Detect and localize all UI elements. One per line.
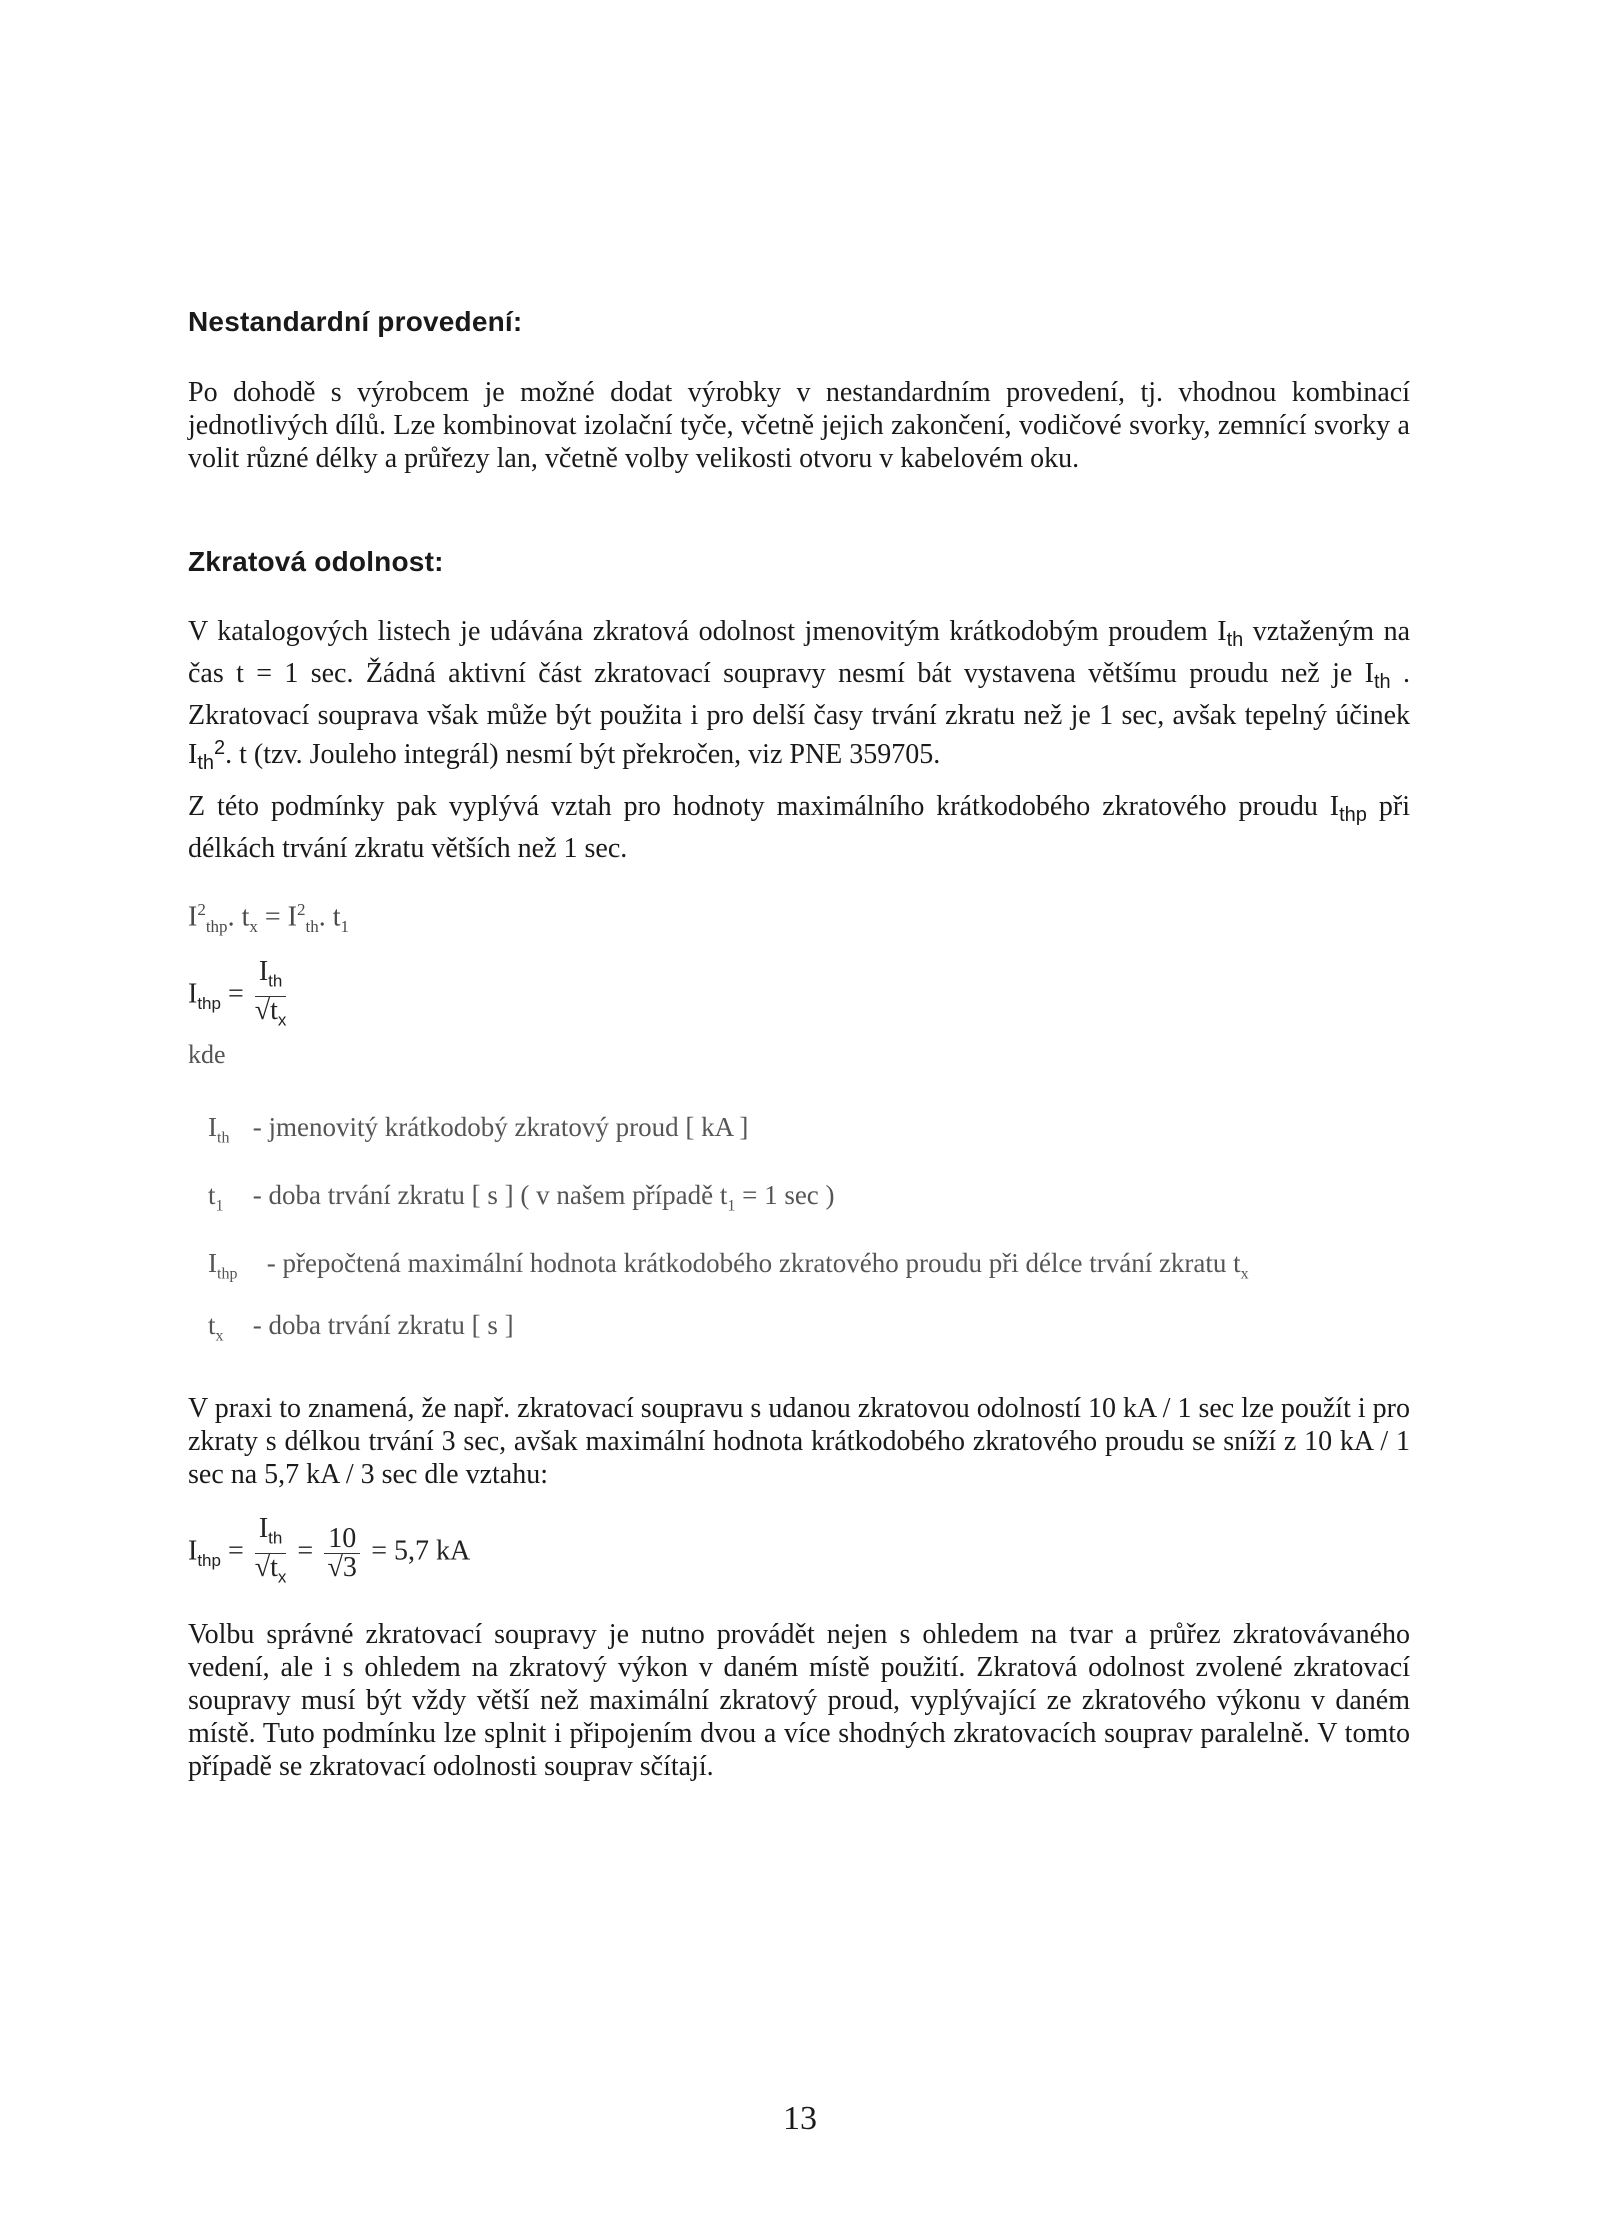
heading-short-circuit: Zkratová odolnost: [188,546,444,577]
paragraph-practice: V praxi to znamená, že např. zkratovací soupravu s udanou zkratovou odolností 10 kA / 1 sec lze použít i pro zkraty s délkou trvání 3 sec, avšak maximální hodnota krátkodobého zkratového proudu se sníží z 10 kA / 1 sec na 5,7 kA / 3 sec dle vztahu: [188,1393,1410,1490]
fraction-ith-over-sqrt-tx-example: $\frac{I_{th}}{√t_x}$ [254,1513,287,1587]
heading-nonstandard: Nestandardní provedení: [188,306,523,337]
formula-joule-equality: $I^2_{thp}$. $t_x = I^2_{th}$. $t_1$ [188,900,349,936]
label-kde: kde [188,1040,226,1069]
paragraph-nonstandard: Po dohodě s výrobcem je možné dodat výrobky v nestandardním provedení, tj. vhodnou kombinací jednotlivých dílů. Lze kombinovat izolační tyče, včetně jejich zakončení, vodičové svorky, zemnící svorky a volit různé délky a průřezy lan, včetně volby velikosti otvoru v kabelovém oku. [188,377,1410,474]
paragraph-condition: Z této podmínky pak vyplývá vztah pro hodnoty maximálního krátkodobého zkratového proudu $I_{thp}$ při délkách trvání zkratu větších než 1 sec. [188,791,1410,864]
formula-example: $I_{thp}$ = $\frac{I_{th}}{√t_x}$ = $\frac{10}{√3}$ = 5,7 kA [188,1515,470,1591]
fraction-10-over-sqrt-3: $\frac{10}{√3}$ [324,1525,360,1582]
legend-item-t1: $t_1$ - doba trvání zkratu [ s ] ( v našem případě $t_1 = 1$ sec ) [208,1180,835,1215]
paragraph-selection: Volbu správné zkratovací soupravy je nutno provádět nejen s ohledem na tvar a průřez zkratovávaného vedení, ale i s ohledem na zkratový výkon v daném místě použití. Zkratová odolnost zvolené zkratovací soupravy musí být vždy větší než maximální zkratový proud, vyplývající ze zkratového výkonu v daném místě. Tuto podmínku lze splnit i připojením dvou a více shodných zkratovacích souprav paralelně. V tomto případě se zkratovací odolnosti souprav sčítají. [188,1619,1410,1782]
fraction-ith-over-sqrt-tx: $\frac{I_{th}}{√t_x}$ [254,956,287,1030]
page-number: 13 [783,2100,817,2137]
formula-ithp: $I_{thp}$ = $\frac{I_{th}}{√t_x}$ [188,958,290,1034]
legend-item-ith: $I_{th}$ - jmenovitý krátkodobý zkratový proud [ kA ] [208,1112,749,1147]
paragraph-short-circuit-rating: V katalogových listech je udávána zkratová odolnost jmenovitým krátkodobým proudem $I_{th}$ vztaženým na čas t = 1 sec. Žádná aktivní část zkratovací soupravy nesmí bát vystavena většímu proudu než je $I_{th}$ . Zkratovací souprava však může být použita i pro delší časy trvání zkratu než je 1 sec, avšak tepelný účinek $I_{th}^2$. t (tzv. Jouleho integrál) nesmí být překročen, viz PNE 359705. [188,616,1411,774]
legend-item-tx: $t_x$ - doba trvání zkratu [ s ] [208,1310,514,1345]
legend-item-ithp: $I_{thp}$ - přepočtená maximální hodnota krátkodobého zkratového proudu při délce trvání zkratu $t_x$ [208,1248,1249,1283]
